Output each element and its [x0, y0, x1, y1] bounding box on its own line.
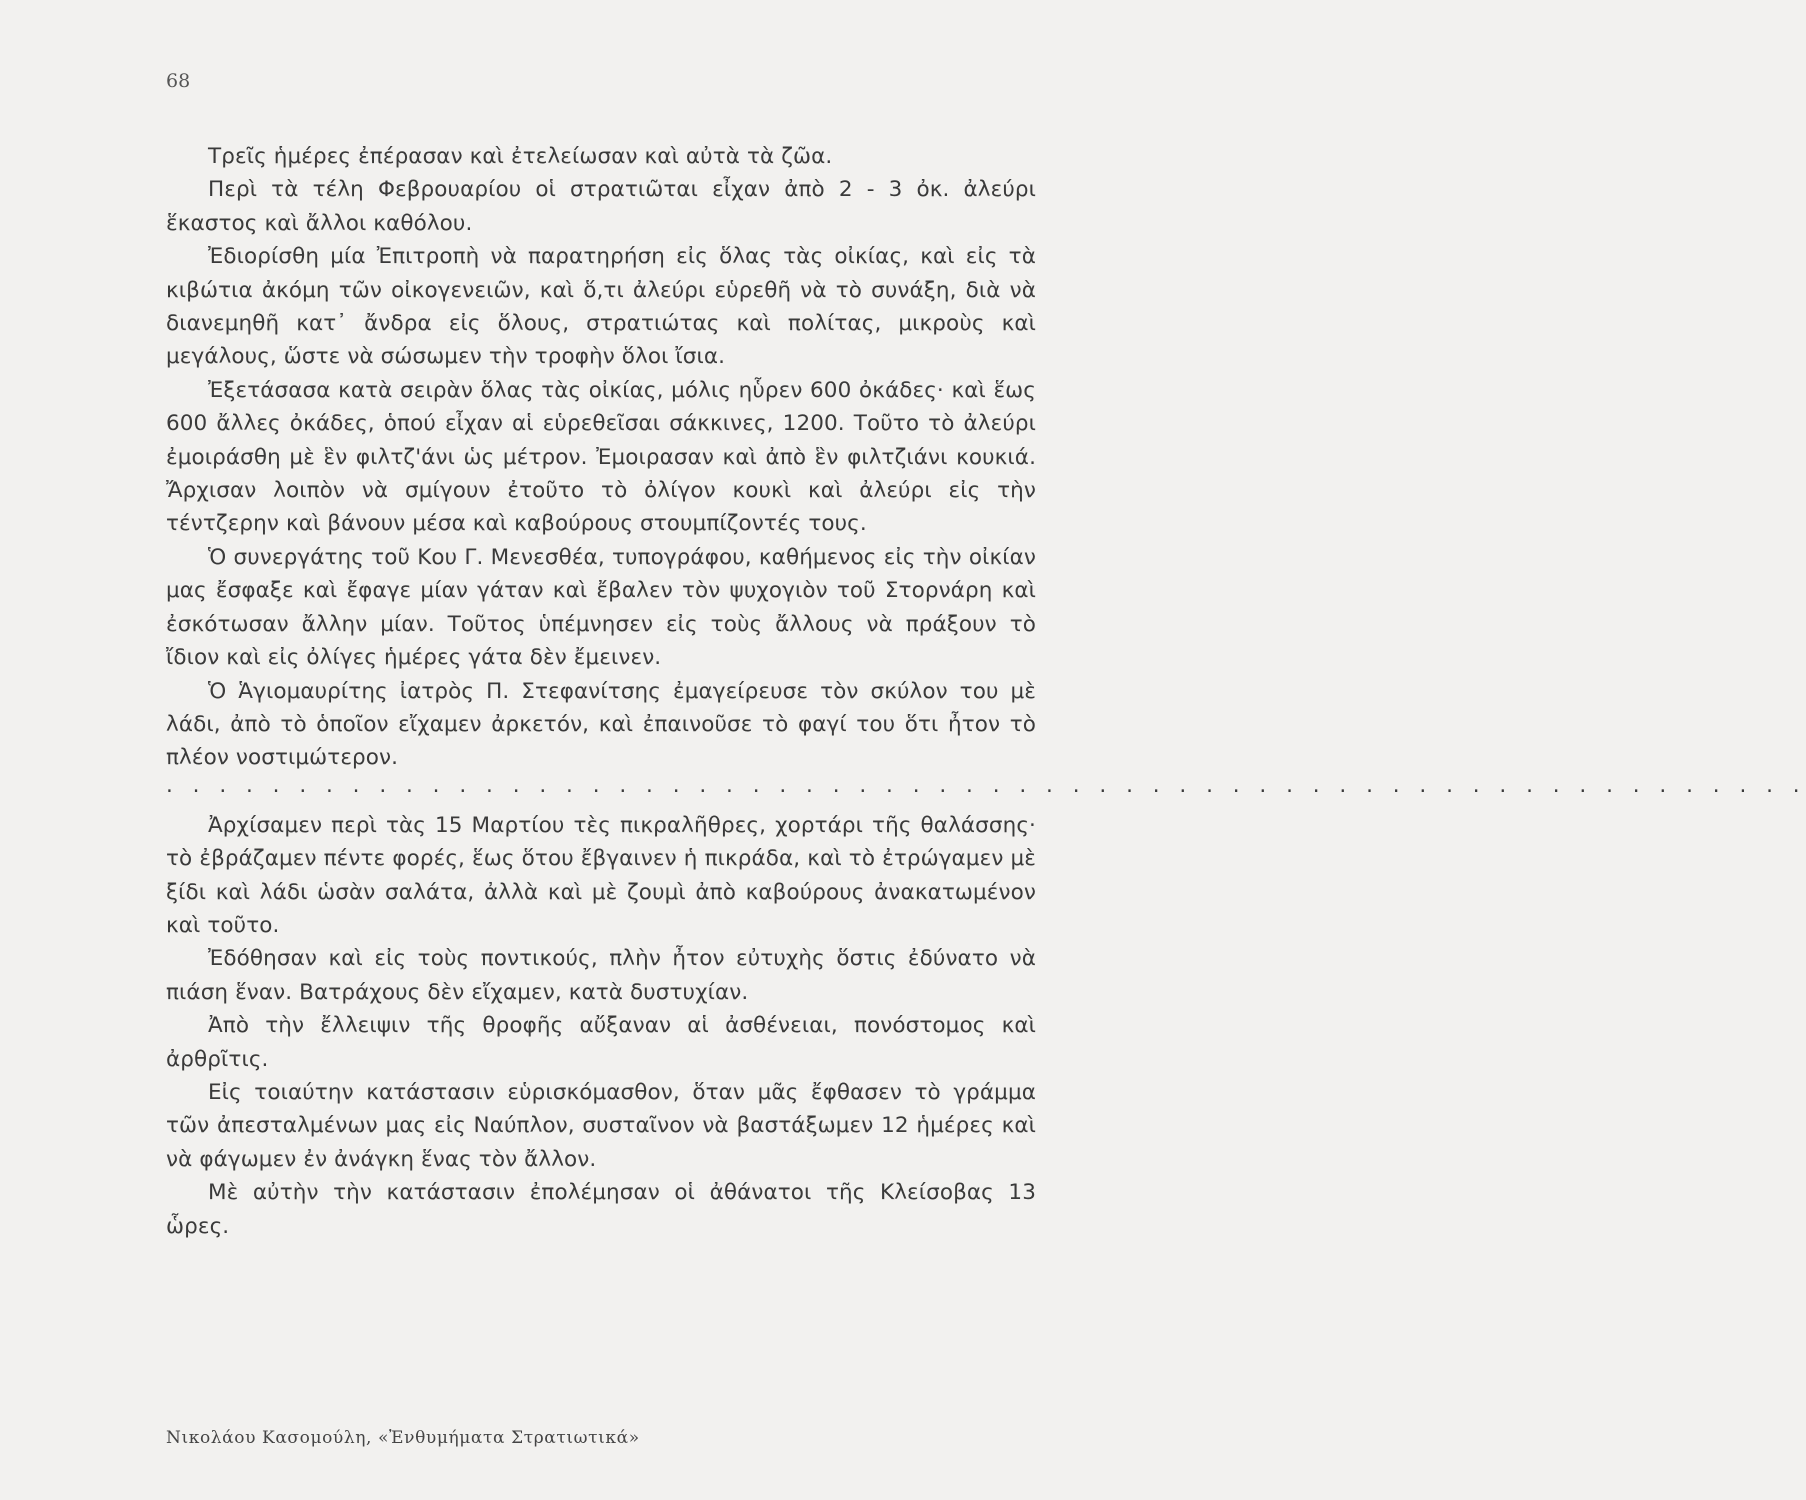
paragraph: Ὁ συνεργάτης τοῦ Κου Γ. Μενεσθέα, τυπογράφου, καθήμενος εἰς τὴν οἰκίαν μας ἔσφαξε καὶ ἔφαγε μίαν γάταν καὶ ἔβαλεν τὸν ψυχογιὸν τοῦ Στορνάρη καὶ ἐσκότωσαν ἄλλην μίαν. Τοῦτος ὑπέμνησεν εἰς τοὺς ἄλλους νὰ πράξουν τὸ ἴδιον καὶ εἰς ὀλίγες ἡμέρες γάτα δὲν ἔμεινεν. — [166, 544, 1036, 671]
paragraph: Εἰς τοιαύτην κατάστασιν εὑρισκόμασθον, ὅταν μᾶς ἔφθασεν τὸ γράμμα τῶν ἀπεσταλμένων μας εἰς Ναύπλον, συσταῖνον νὰ βαστάξωμεν 12 ἡμέρες καὶ νὰ φάγωμεν ἐν ἀνάγκη ἕνας τὸν ἄλλον. — [166, 1079, 1036, 1172]
paragraph: Ἐδόθησαν καὶ εἰς τοὺς ποντικούς, πλὴν ἦτον εὐτυχὴς ὅστις ἐδύνατο νὰ πιάση ἕναν. Βατράχους δὲν εἴχαμεν, κατὰ δυστυχίαν. — [166, 946, 1036, 1005]
body-text — [166, 140, 1806, 1243]
source-citation: Νικολάου Κασομούλη, «Ἐνθυμήματα Στρατιωτικά» — [166, 1428, 640, 1448]
paragraph: Ἀπὸ τὴν ἔλλειψιν τῆς θροφῆς αὔξαναν αἱ ἀσθένειαι, πονόστομος καὶ ἀρθρῖτις. — [166, 1013, 1036, 1072]
paragraph: Ὁ Ἁγιομαυρίτης ἰατρὸς Π. Στεφανίτσης ἐμαγείρευσε τὸν σκύλον του μὲ λάδι, ἀπὸ τὸ ὁποῖον εἴχαμεν ἀρκετόν, καὶ ἐπαινοῦσε τὸ φαγί του ὅτι ἦτον τὸ πλέον νοστιμώτερον. — [166, 678, 1036, 771]
section-divider-dots: · · · · · · · · · · · · · · · · · · · · · · · · · · · · · · · · · · · · · · · · · · · · · · · · · · · · · · · · · · · · · · — [166, 778, 1806, 804]
page-number: 68 — [166, 70, 191, 92]
paragraph: Ἀρχίσαμεν περὶ τὰς 15 Μαρτίου τὲς πικραλῆθρες, χορτάρι τῆς θαλάσσης· τὸ ἐβράζαμεν πέντε φορές, ἕως ὅτου ἔβγαινεν ἡ πικράδα, καὶ τὸ ἐτρώγαμεν μὲ ξίδι καὶ λάδι ὡσὰν σαλάτα, ἀλλὰ καὶ μὲ ζουμὶ ἀπὸ καβούρους ἀνακατωμένον καὶ τοῦτο. — [166, 812, 1036, 938]
paragraph: Τρεῖς ἡμέρες ἐπέρασαν καὶ ἐτελείωσαν καὶ αὐτὰ τὰ ζῶα. — [208, 144, 833, 169]
paragraph: Μὲ αὐτὴν τὴν κατάστασιν ἐπολέμησαν οἱ ἀθάνατοι τῆς Κλείσοβας 13 ὧρες. — [166, 1180, 1036, 1239]
paragraph: Ἐδιορίσθη μία Ἐπιτροπὴ νὰ παρατηρήση εἰς ὅλας τὰς οἰκίας, καὶ εἰς τὰ κιβώτια ἀκόμη τῶν οἰκογενειῶν, καὶ ὅ,τι ἀλεύρι εὑρεθῆ νὰ τὸ συνάξη, διὰ νὰ διανεμηθῆ κατ᾽ ἄνδρα εἰς ὅλους, στρατιώτας καὶ πολίτας, μικροὺς καὶ μεγάλους, ὥστε νὰ σώσωμεν τὴν τροφὴν ὅλοι ἴσια. — [166, 244, 1036, 370]
paragraph: Ἐξετάσασα κατὰ σειρὰν ὅλας τὰς οἰκίας, μόλις ηὗρεν 600 ὀκάδες· καὶ ἕως 600 ἄλλες ὀκάδες, ὁπού εἶχαν αἱ εὑρεθεῖσαι σάκκινες, 1200. Τοῦτο τὸ ἀλεύρι ἐμοιράσθη μὲ ἓν φιλτζ'άνι ὡς μέτρον. Ἐμοιρασαν καὶ ἀπὸ ἓν φιλτζιάνι κουκιά. Ἄρχισαν λοιπὸν νὰ σμίγουν ἐτοῦτο τὸ ὀλίγον κουκὶ καὶ ἀλεύρι εἰς τὴν τέντζερην καὶ βάνουν μέσα καὶ καβούρους στουμπίζοντές τους. — [166, 377, 1036, 537]
paragraph: Περὶ τὰ τέλη Φεβρουαρίου οἱ στρατιῶται εἶχαν ἀπὸ 2 - 3 ὀκ. ἀλεύρι ἕκαστος καὶ ἄλλοι καθόλου. — [166, 177, 1036, 236]
